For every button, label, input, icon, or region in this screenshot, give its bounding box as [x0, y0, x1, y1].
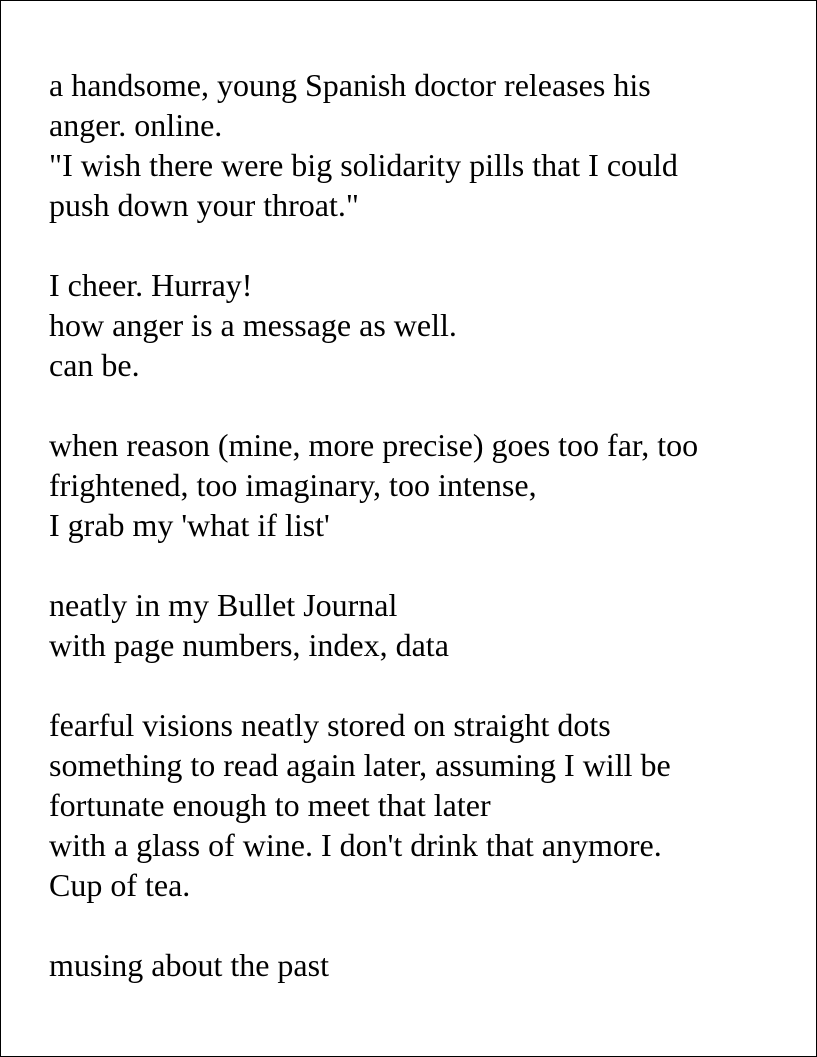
stanza-5: [49, 705, 789, 905]
poem-line: can be.: [49, 347, 140, 383]
poem-line: I grab my 'what if list': [49, 507, 330, 543]
stanza-3: [49, 425, 789, 545]
poem-line: push down your throat.": [49, 187, 359, 223]
poem-line: neatly in my Bullet Journal: [49, 587, 398, 623]
poem-line: with page numbers, index, data: [49, 627, 449, 663]
poem-line: musing about the past: [49, 947, 329, 983]
poem-line: fortunate enough to meet that later: [49, 787, 491, 823]
poem-line: when reason (mine, more precise) goes too far, too: [49, 427, 699, 463]
stanza-6: [49, 945, 789, 985]
stanza-4: [49, 585, 789, 665]
stanza-1: [49, 65, 789, 225]
poem-body: [49, 65, 789, 985]
poem-line: with a glass of wine. I don't drink that anymore.: [49, 827, 662, 863]
poem-line: anger. online.: [49, 107, 223, 143]
poem-line: I cheer. Hurray!: [49, 267, 253, 303]
poem-line: "I wish there were big solidarity pills that I could: [49, 147, 678, 183]
poem-line: something to read again later, assuming I will be: [49, 747, 671, 783]
poem-line: a handsome, young Spanish doctor releases his: [49, 67, 651, 103]
stanza-2: [49, 265, 789, 385]
poem-line: fearful visions neatly stored on straight dots: [49, 707, 611, 743]
poem-line: frightened, too imaginary, too intense,: [49, 467, 537, 503]
poem-line: how anger is a message as well.: [49, 307, 457, 343]
poem-line: Cup of tea.: [49, 867, 191, 903]
